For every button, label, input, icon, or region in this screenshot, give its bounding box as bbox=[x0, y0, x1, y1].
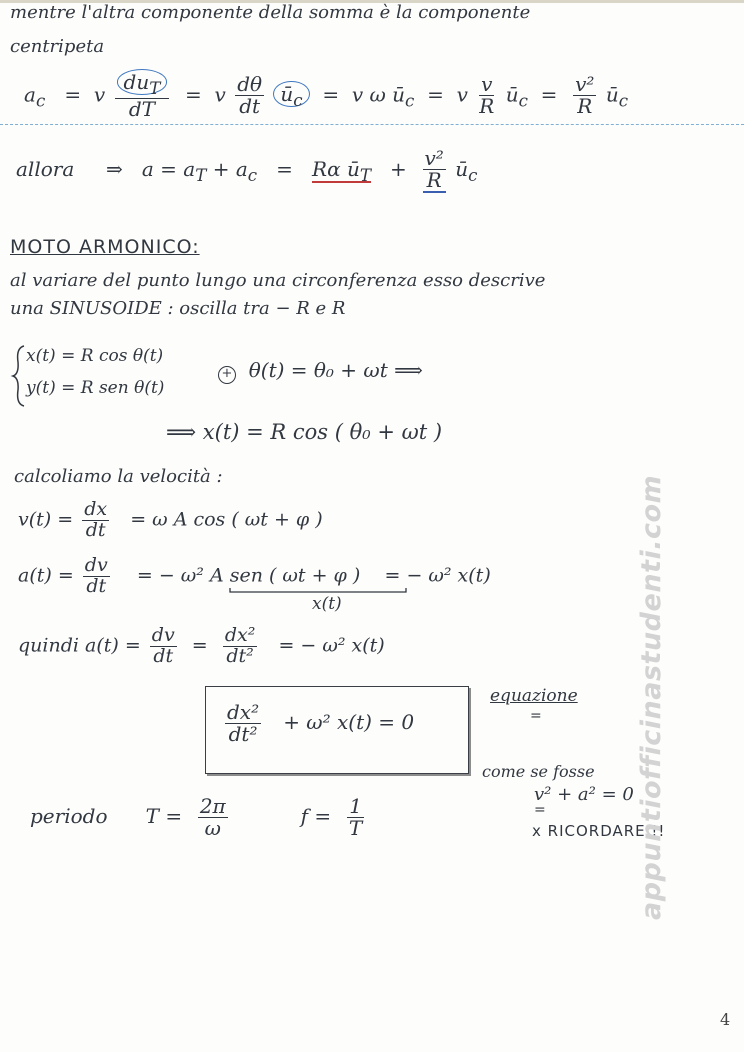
fraction-dx2-dt2 bbox=[223, 626, 258, 667]
fraction-2pi-omega bbox=[198, 796, 228, 839]
uc-sub: c bbox=[518, 91, 528, 111]
equals: = bbox=[276, 157, 293, 181]
fraction-dv-dt bbox=[83, 556, 110, 597]
a-sum: a = a bbox=[141, 157, 196, 181]
plus-ac: + a bbox=[212, 157, 248, 181]
dv-num: dv bbox=[84, 554, 108, 576]
omega-den: ω bbox=[204, 816, 221, 840]
uc-circled bbox=[273, 81, 309, 111]
fraction-dv-dt-2 bbox=[150, 626, 177, 667]
differential-equation bbox=[222, 702, 414, 745]
quindi-lhs: quindi a(t) = bbox=[18, 634, 141, 657]
allora-word: allora bbox=[16, 157, 75, 181]
R-den: R bbox=[426, 168, 442, 192]
v-omega-uc: v ω ū bbox=[351, 82, 406, 107]
double-underline-mark-2: = bbox=[534, 802, 546, 818]
f-equals: f = bbox=[300, 804, 332, 828]
dt-den: dt bbox=[85, 518, 106, 541]
v2-num: v² bbox=[424, 146, 444, 170]
vt-lhs: v(t) = bbox=[18, 508, 74, 531]
quindi-rhs: = − ω² x(t) bbox=[278, 634, 385, 657]
uc-sub: c bbox=[468, 166, 478, 185]
fraction-dtheta-dt bbox=[235, 74, 264, 117]
text-line-2: centripeta bbox=[10, 36, 105, 57]
T-den: T bbox=[348, 816, 363, 840]
R-den: R bbox=[577, 94, 593, 119]
dtheta-num: dθ bbox=[237, 72, 263, 97]
dt2-den: dt² bbox=[226, 644, 254, 667]
dv-num: dv bbox=[151, 624, 175, 646]
fraction-dx-dt bbox=[82, 500, 109, 541]
equazione-label: equazione bbox=[490, 686, 578, 706]
uc-sub: c bbox=[293, 91, 303, 111]
fraction-v2-R bbox=[573, 74, 596, 117]
x-of-t-result: ⟹ x(t) = R cos ( θ₀ + ωt ) bbox=[166, 420, 443, 444]
equals: = bbox=[427, 82, 444, 107]
velocity-line bbox=[18, 500, 323, 541]
one-num: 1 bbox=[349, 794, 362, 818]
periodo-word: periodo bbox=[30, 804, 108, 828]
equals: = bbox=[191, 634, 208, 657]
ac-sub: c bbox=[35, 91, 46, 111]
total-acceleration-line: allora ⇒ $a = a_T + a_c$ = Rα $ū_T$ + $\frac{\text{v²}}{R}$ $ū_c$ bbox=[16, 146, 478, 192]
page-number: 4 bbox=[720, 1010, 731, 1029]
dt2-den: dt² bbox=[228, 722, 258, 746]
R-alpha-uT: Rα ū bbox=[312, 157, 360, 181]
centripetal-formula bbox=[24, 72, 628, 120]
fraction-1-T bbox=[347, 796, 364, 839]
ricordare-note: x RICORDARE !! bbox=[532, 822, 666, 840]
section-heading: MOTO ARMONICO: bbox=[10, 236, 200, 258]
box-rhs: + ω² x(t) = 0 bbox=[283, 710, 415, 734]
at-rhs2: = − ω² x(t) bbox=[384, 564, 491, 587]
quindi-line bbox=[18, 626, 385, 667]
text-line-variare: al variare del punto lungo una circonferenza esso descrive bbox=[10, 270, 546, 291]
duT-num: du bbox=[123, 70, 150, 94]
uc-symbol: ū bbox=[455, 157, 469, 181]
uc-symbol: ū bbox=[505, 82, 519, 107]
watermark: appuntiofficinastudenti.com bbox=[636, 474, 667, 920]
theta-equation: θ(t) = θ₀ + ωt ⟹ bbox=[248, 358, 423, 382]
double-underline-mark: = bbox=[530, 708, 542, 724]
ac-sub: c bbox=[247, 166, 258, 185]
vR-den: R bbox=[479, 94, 495, 119]
T-equals: T = bbox=[145, 804, 183, 828]
v-symbol: v bbox=[214, 82, 226, 107]
text-line-1: mentre l'altra componente della somma è la componente bbox=[10, 2, 531, 23]
uc-symbol: ū bbox=[280, 82, 294, 107]
fraction-v2-R-uc bbox=[423, 148, 446, 193]
equals: = bbox=[540, 82, 558, 107]
come-se-fosse: come se fosse bbox=[482, 762, 595, 781]
text-line-sinusoide: una SINUSOIDE : oscilla tra − R e R bbox=[10, 298, 346, 319]
at-rhs: = − ω² A sen ( ωt + φ ) bbox=[136, 564, 361, 587]
vR-num: v bbox=[481, 72, 493, 97]
v2-a2-equation: v² + a² = 0 bbox=[534, 784, 634, 805]
fraction-duT-dT bbox=[115, 72, 170, 120]
dt-den: dt bbox=[239, 94, 261, 119]
dT-den: dT bbox=[128, 96, 155, 121]
equals: = bbox=[322, 82, 340, 107]
v-symbol: v bbox=[456, 82, 468, 107]
uc-sub: c bbox=[405, 91, 415, 111]
dt-den: dt bbox=[86, 574, 107, 597]
ruled-line bbox=[0, 124, 744, 125]
v-symbol: v bbox=[93, 82, 106, 107]
dx-num: dx bbox=[84, 498, 108, 520]
aT-sub: T bbox=[195, 166, 207, 185]
implies-arrow: ⇒ bbox=[106, 157, 123, 181]
at-lhs: a(t) = bbox=[18, 564, 74, 587]
equals: = bbox=[64, 82, 82, 107]
v2-num: v² bbox=[575, 72, 595, 97]
uc-sub: c bbox=[618, 91, 629, 111]
theta-relation: + θ(t) = θ₀ + ωt ⟹ bbox=[218, 358, 423, 384]
dx2-num: dx² bbox=[227, 700, 260, 724]
system-brace bbox=[12, 344, 26, 408]
uc-symbol: ū bbox=[605, 82, 619, 107]
vt-rhs: = ω A cos ( ωt + φ ) bbox=[130, 508, 323, 531]
uT-sub: T bbox=[359, 166, 371, 185]
fraction-dx2-dt2-boxed bbox=[225, 702, 261, 745]
equals: = bbox=[185, 82, 202, 107]
x-of-t-label: x(t) bbox=[312, 594, 342, 614]
calcoliamo-line: calcoliamo la velocità : bbox=[14, 466, 223, 487]
dx2-num: dx² bbox=[224, 624, 256, 646]
period-line bbox=[30, 796, 367, 839]
ac-symbol: a bbox=[24, 82, 36, 107]
fraction-v-R bbox=[477, 74, 496, 117]
two-pi-num: 2π bbox=[199, 794, 226, 818]
system-y: y(t) = R sen θ(t) bbox=[26, 378, 165, 398]
system-x: x(t) = R cos θ(t) bbox=[26, 346, 164, 366]
duT-sub: T bbox=[149, 79, 161, 98]
dt-den: dt bbox=[153, 644, 174, 667]
